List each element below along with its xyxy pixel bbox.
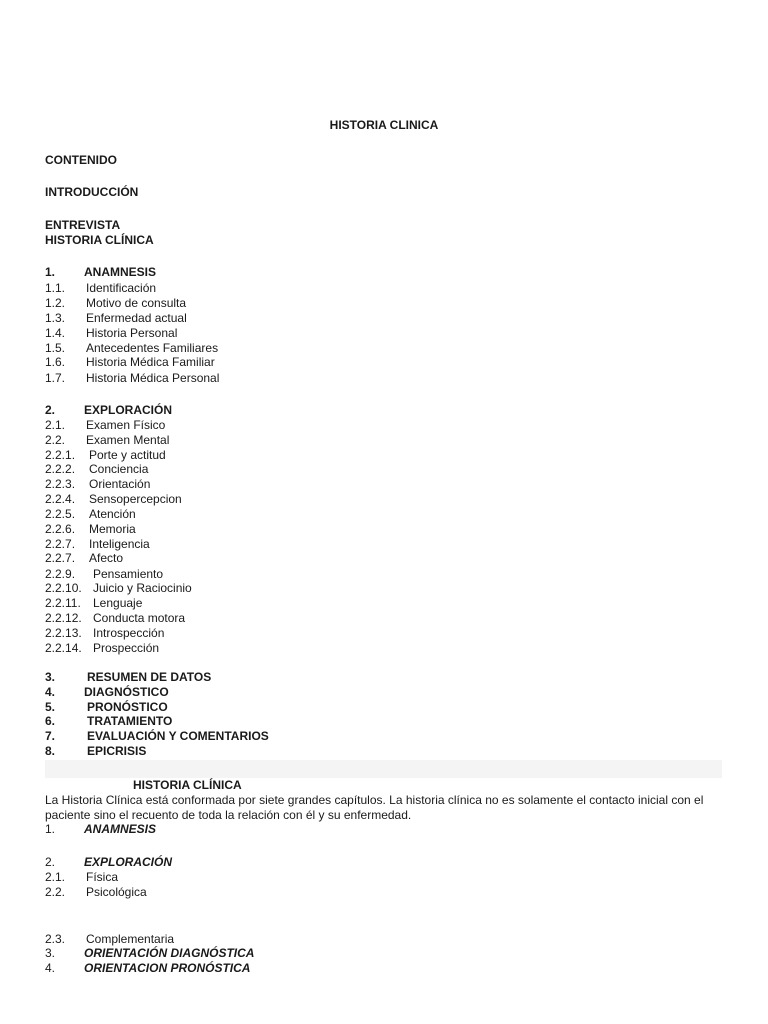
section-item-label: ANAMNESIS bbox=[84, 822, 157, 836]
toc-subitem-num: 2.2.3. bbox=[45, 477, 76, 491]
toc-item-num: 1.1. bbox=[45, 281, 66, 295]
toc-subitem-label: Sensopercepcion bbox=[89, 492, 182, 506]
toc-item-label: Examen Físico bbox=[86, 418, 166, 432]
section-item-num: 2.2. bbox=[45, 885, 66, 899]
toc-subitem-label: Memoria bbox=[89, 522, 136, 536]
section-item-label: EXPLORACIÓN bbox=[84, 855, 173, 869]
toc-exploracion-num: 2. bbox=[45, 403, 56, 417]
section-item-num: 2.3. bbox=[45, 932, 66, 946]
toc-subitem-label: Conciencia bbox=[89, 462, 149, 476]
toc-main-num: 6. bbox=[45, 714, 56, 728]
toc-item-label: Identificación bbox=[86, 281, 157, 295]
section-item-label: Psicológica bbox=[86, 885, 147, 899]
toc-subitem-num: 2.2.14. bbox=[45, 641, 82, 655]
toc-item-num: 2.1. bbox=[45, 418, 66, 432]
section-item-label: Complementaria bbox=[86, 932, 175, 946]
toc-subitem-num: 2.2.12. bbox=[45, 611, 82, 625]
toc-subitem-label: Introspección bbox=[93, 626, 165, 640]
section-item-num: 2. bbox=[45, 855, 56, 869]
toc-subitem-num: 2.2.11. bbox=[45, 596, 81, 610]
toc-subitem-label: Prospección bbox=[93, 641, 160, 655]
toc-anamnesis-num: 1. bbox=[45, 265, 56, 279]
toc-subitem-label: Afecto bbox=[89, 551, 124, 565]
toc-exploracion-label: EXPLORACIÓN bbox=[84, 403, 173, 417]
toc-item-label: Examen Mental bbox=[86, 433, 170, 447]
toc-main-label: TRATAMIENTO bbox=[87, 714, 173, 728]
toc-item-num: 1.7. bbox=[45, 371, 66, 385]
toc-subitem-num: 2.2.7. bbox=[45, 551, 76, 565]
toc-main-label: EVALUACIÓN Y COMENTARIOS bbox=[87, 729, 269, 743]
section-paragraph: La Historia Clínica está conformada por siete grandes capítulos. La historia clínica no es solamente el contacto inicial con el paciente sino el recuento de toda la relación con él y su enfermedad. bbox=[45, 793, 704, 822]
toc-main-label: DIAGNÓSTICO bbox=[84, 685, 169, 699]
toc-main-num: 7. bbox=[45, 729, 56, 743]
toc-main-num: 3. bbox=[45, 670, 56, 684]
toc-subitem-num: 2.2.2. bbox=[45, 462, 76, 476]
toc-subitem-num: 2.2.9. bbox=[45, 567, 76, 581]
toc-subitem-num: 2.2.5. bbox=[45, 507, 76, 521]
introduccion-heading: INTRODUCCIÓN bbox=[45, 185, 139, 199]
toc-subitem-label: Inteligencia bbox=[89, 537, 150, 551]
toc-main-num: 4. bbox=[45, 685, 56, 699]
toc-item-label: Historia Médica Familiar bbox=[86, 355, 215, 369]
section-heading: HISTORIA CLÍNICA bbox=[133, 778, 242, 792]
toc-main-num: 8. bbox=[45, 744, 56, 758]
toc-subitem-num: 2.2.6. bbox=[45, 522, 76, 536]
toc-main-label: PRONÓSTICO bbox=[87, 700, 168, 714]
toc-subitem-num: 2.2.7. bbox=[45, 537, 76, 551]
section-item-num: 2.1. bbox=[45, 870, 66, 884]
entrevista-heading: ENTREVISTA bbox=[45, 218, 121, 232]
section-item-num: 3. bbox=[45, 946, 56, 960]
toc-main-label: RESUMEN DE DATOS bbox=[87, 670, 212, 684]
toc-item-num: 1.5. bbox=[45, 341, 66, 355]
toc-item-num: 1.4. bbox=[45, 326, 66, 340]
contenido-heading: CONTENIDO bbox=[45, 153, 117, 167]
toc-main-label: EPICRISIS bbox=[87, 744, 147, 758]
toc-item-label: Historia Médica Personal bbox=[86, 371, 220, 385]
toc-subitem-num: 2.2.13. bbox=[45, 626, 82, 640]
toc-subitem-num: 2.2.1. bbox=[45, 448, 76, 462]
toc-item-label: Motivo de consulta bbox=[86, 296, 187, 310]
toc-item-num: 1.2. bbox=[45, 296, 66, 310]
toc-subitem-label: Orientación bbox=[89, 477, 151, 491]
toc-subitem-label: Porte y actitud bbox=[89, 448, 166, 462]
toc-subitem-label: Juicio y Raciocinio bbox=[93, 581, 192, 595]
toc-anamnesis-label: ANAMNESIS bbox=[84, 265, 157, 279]
section-item-num: 4. bbox=[45, 961, 56, 975]
toc-item-num: 2.2. bbox=[45, 433, 66, 447]
section-item-num: 1. bbox=[45, 822, 56, 836]
toc-item-label: Antecedentes Familiares bbox=[86, 341, 219, 355]
toc-subitem-label: Atención bbox=[89, 507, 136, 521]
toc-subitem-num: 2.2.10. bbox=[45, 581, 82, 595]
section-band bbox=[45, 760, 722, 778]
section-item-label: ORIENTACION PRONÓSTICA bbox=[84, 961, 251, 975]
toc-item-num: 1.6. bbox=[45, 355, 66, 369]
document-title: HISTORIA CLINICA bbox=[329, 118, 439, 132]
section-item-label: Física bbox=[86, 870, 119, 884]
section-item-label: ORIENTACIÓN DIAGNÓSTICA bbox=[84, 946, 255, 960]
toc-subitem-num: 2.2.4. bbox=[45, 492, 76, 506]
toc-item-label: Enfermedad actual bbox=[86, 311, 187, 325]
toc-subitem-label: Pensamiento bbox=[93, 567, 164, 581]
historia-clinica-heading: HISTORIA CLÍNICA bbox=[45, 233, 154, 247]
toc-main-num: 5. bbox=[45, 700, 56, 714]
toc-item-num: 1.3. bbox=[45, 311, 66, 325]
toc-subitem-label: Lenguaje bbox=[93, 596, 143, 610]
toc-item-label: Historia Personal bbox=[86, 326, 178, 340]
toc-subitem-label: Conducta motora bbox=[93, 611, 186, 625]
